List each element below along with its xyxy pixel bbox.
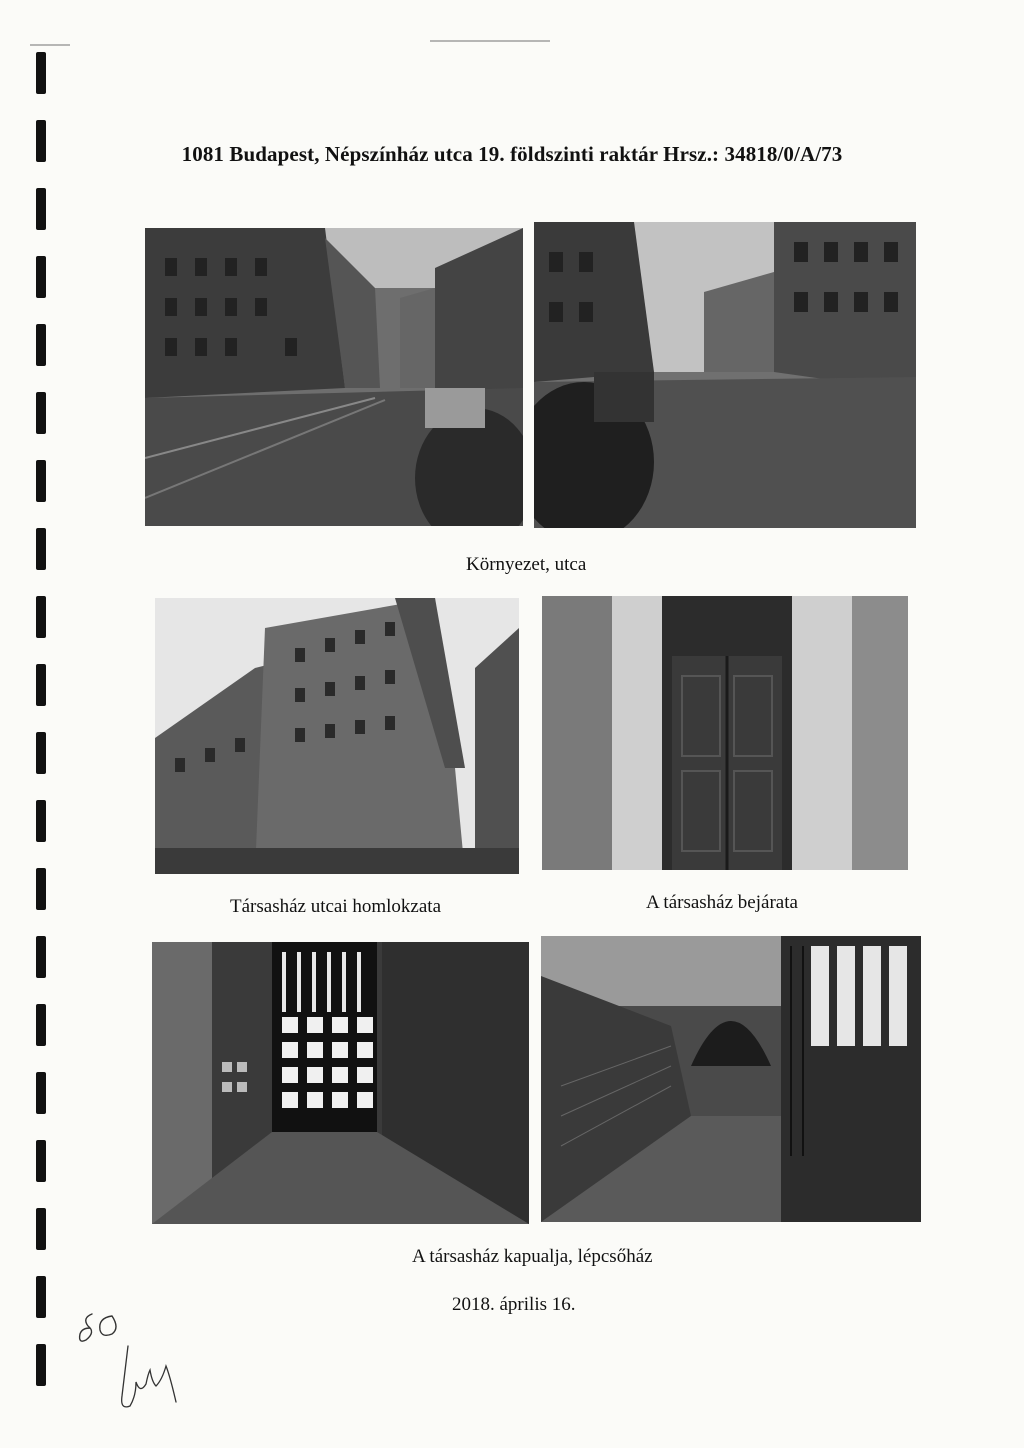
photo-street-right bbox=[534, 222, 916, 528]
binding-holes bbox=[30, 40, 54, 1430]
scan-edge-line bbox=[430, 40, 550, 42]
caption-gateway: A társasház kapualja, lépcsőház bbox=[412, 1246, 653, 1267]
caption-entrance: A társasház bejárata bbox=[646, 892, 798, 913]
page-title: 1081 Budapest, Népszínház utca 19. földszinti raktár Hrsz.: 34818/0/A/73 bbox=[181, 142, 843, 166]
photo-stairwell bbox=[541, 936, 921, 1222]
photo-facade bbox=[155, 598, 519, 874]
caption-environment: Környezet, utca bbox=[466, 554, 587, 575]
caption-facade: Társasház utcai homlokzata bbox=[230, 896, 442, 917]
photo-gateway bbox=[152, 942, 529, 1224]
handwritten-signature bbox=[108, 1336, 198, 1426]
scan-edge-line bbox=[30, 44, 70, 46]
photo-street-left bbox=[145, 228, 523, 526]
photo-entrance bbox=[542, 596, 908, 870]
document-date: 2018. április 16. bbox=[452, 1294, 576, 1315]
